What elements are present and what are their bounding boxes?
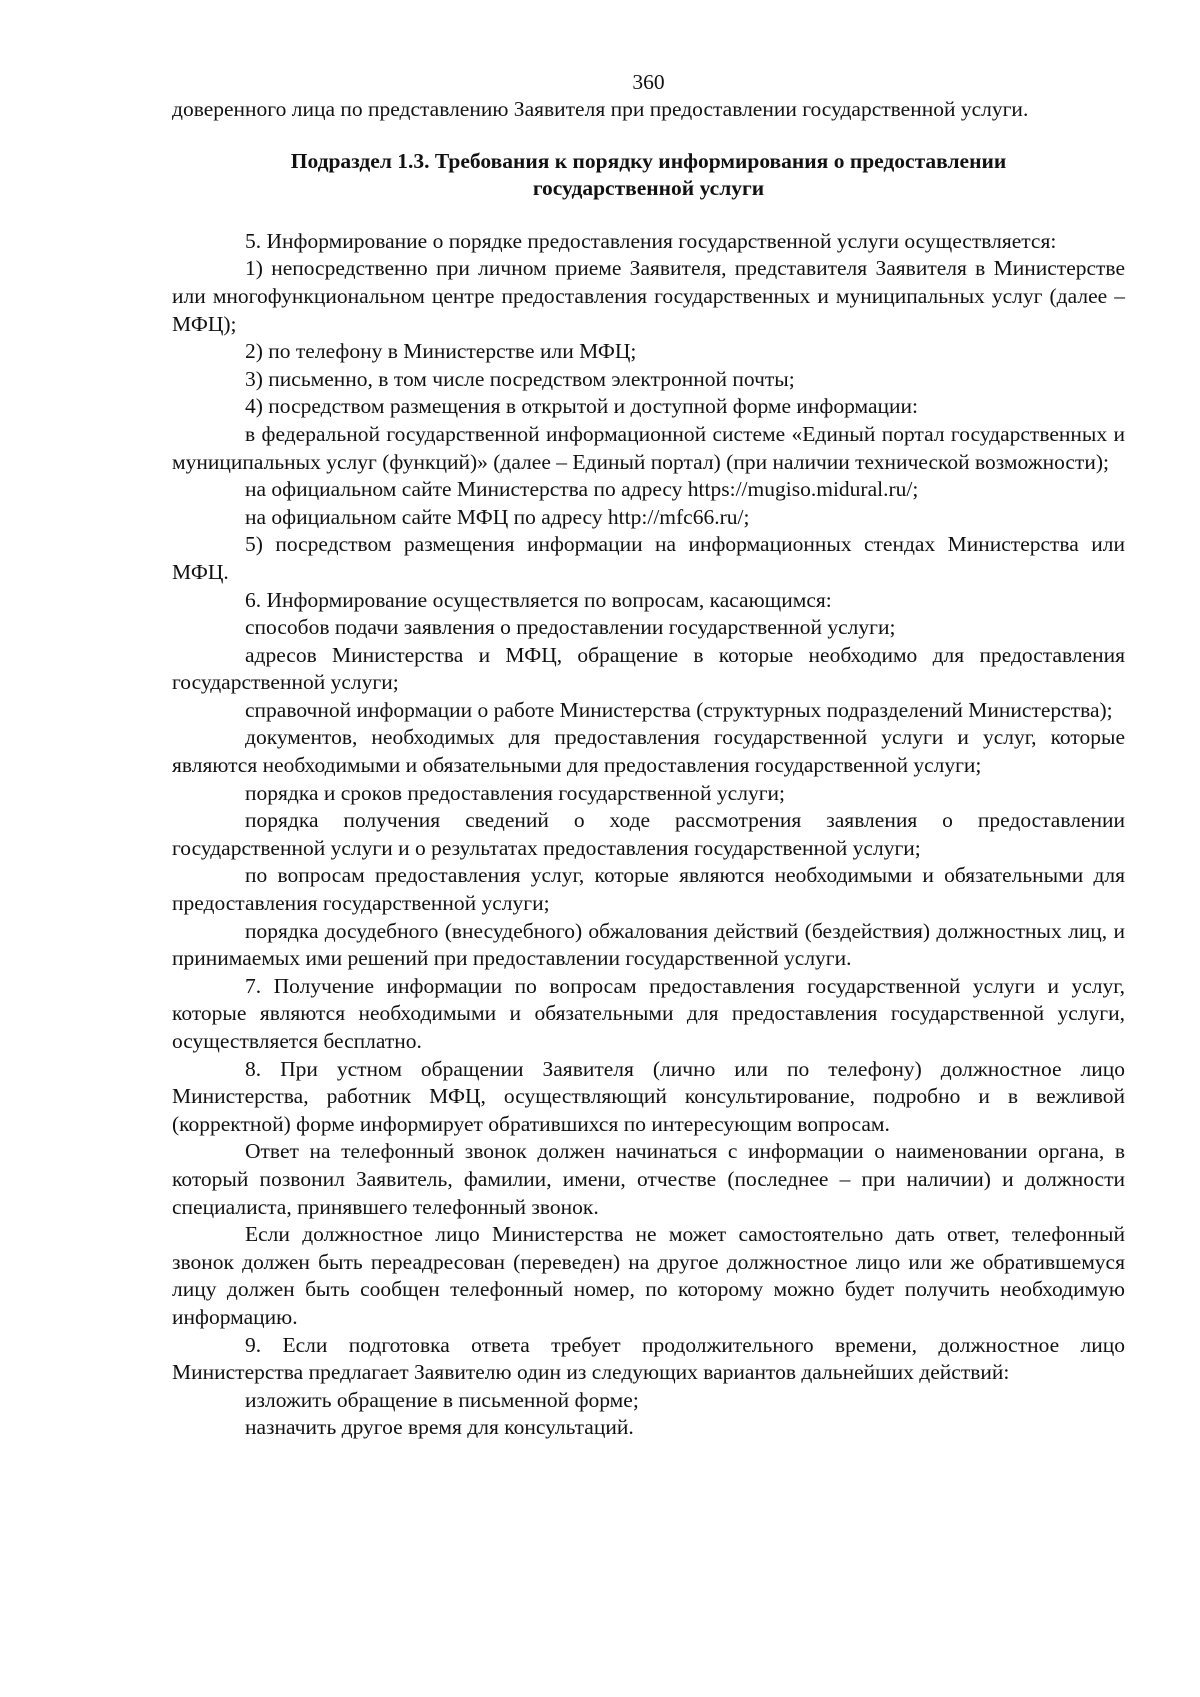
paragraph: 2) по телефону в Министерстве или МФЦ; (245, 339, 637, 364)
paragraph: способов подачи заявления о предоставлении государственной услуги; (245, 615, 896, 640)
paragraph: порядка получения сведений о ходе рассмотрения заявления о предоставлении государственной услуги и о результатах предоставления государственной услуги; (172, 808, 1125, 860)
paragraph: порядка и сроков предоставления государственной услуги; (245, 780, 785, 805)
paragraph: в федеральной государственной информационной системе «Единый портал государственных и муниципальных услуг (функций)» (далее – Единый портал) (при наличии технической возможности); (172, 421, 1125, 474)
paragraph: 9. Если подготовка ответа требует продолжительного времени, должностное лицо Министерства предлагает Заявителю один из следующих вариантов дальнейших действий: (172, 1332, 1125, 1385)
paragraph: порядка досудебного (внесудебного) обжалования действий (бездействия) должностных лиц, и принимаемых ими решений при предоставлении государственной услуги. (172, 918, 1125, 971)
paragraph: 3) письменно, в том числе посредством электронной почты; (245, 366, 795, 391)
body-text (172, 228, 1125, 1442)
page-number: 360 (632, 70, 665, 94)
subsection-heading (172, 148, 1125, 203)
document-page (172, 68, 1125, 1442)
subsection-heading-line-2: государственной услуги (532, 176, 765, 201)
paragraph: 5. Информирование о порядке предоставления государственной услуги осуществляется: (245, 228, 1057, 253)
paragraph: 7. Получение информации по вопросам предоставления государственной услуги и услуг, которые являются необходимыми и обязательными для предоставления государственной услуги, осуществляется бесплатно. (172, 973, 1125, 1053)
intro-paragraph: доверенного лица по представлению Заявителя при предоставлении государственной услуги. (172, 97, 1029, 121)
paragraph: Ответ на телефонный звонок должен начинаться с информации о наименовании органа, в который позвонил Заявитель, фамилии, имени, отчестве (последнее – при наличии) и должности специалиста, принявшего телефонный звонок. (172, 1139, 1125, 1219)
paragraph: справочной информации о работе Министерства (структурных подразделений Министерства); (245, 697, 1113, 722)
paragraph: 6. Информирование осуществляется по вопросам, касающимся: (245, 587, 832, 612)
paragraph: 5) посредством размещения информации на информационных стендах Министерства или МФЦ. (172, 532, 1125, 584)
paragraph: документов, необходимых для предоставления государственной услуги и услуг, которые являются необходимыми и обязательными для предоставления государственной услуги; (172, 725, 1125, 778)
paragraph: 1) непосредственно при личном приеме Заявителя, представителя Заявителя в Министерстве или многофункциональном центре предоставления государственных и муниципальных услуг (далее – МФЦ); (172, 256, 1125, 336)
paragraph: назначить другое время для консультаций. (245, 1415, 634, 1440)
paragraph: Если должностное лицо Министерства не может самостоятельно дать ответ, телефонный звонок должен быть переадресован (переведен) на другое должностное лицо или же обратившемуся лицу должен быть сообщен телефонный номер, по которому можно будет получить необходимую информацию. (172, 1222, 1125, 1329)
paragraph: 4) посредством размещения в открытой и доступной форме информации: (245, 394, 918, 419)
paragraph: по вопросам предоставления услуг, которые являются необходимыми и обязательными для предоставления государственной услуги; (172, 863, 1125, 916)
paragraph: 8. При устном обращении Заявителя (лично или по телефону) должностное лицо Министерства, работник МФЦ, осуществляющий консультирование, подробно и в вежливой (корректной) форме информирует обратившихся по интересующим вопросам. (172, 1056, 1125, 1136)
paragraph: на официальном сайте МФЦ по адресу http://mfc66.ru/; (245, 504, 750, 529)
subsection-heading-line-1: Подраздел 1.3. Требования к порядку информирования о предоставлении (290, 148, 1007, 173)
paragraph: адресов Министерства и МФЦ, обращение в которые необходимо для предоставления государственной услуги; (172, 642, 1125, 695)
paragraph: изложить обращение в письменной форме; (245, 1387, 639, 1412)
paragraph: на официальном сайте Министерства по адресу https://mugiso.midural.ru/; (245, 477, 919, 502)
